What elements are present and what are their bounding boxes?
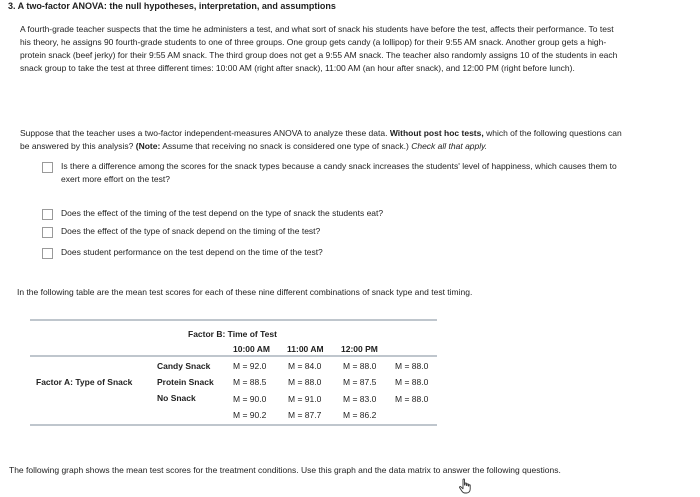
option-timing-depends-on-snack[interactable]	[42, 207, 632, 220]
graph-intro: The following graph shows the mean test scores for the treatment conditions. Use this graph and the data matrix to answer the following questions.	[9, 465, 561, 475]
table-cell: M = 92.0	[233, 361, 267, 371]
factor-b-label: Factor B: Time of Test	[188, 329, 277, 339]
option-label: Does the effect of the timing of the test depend on the type of snack the students eat?	[61, 208, 384, 218]
prompt-text-mid: which of the following questions can be answered by this analysis?	[20, 128, 622, 151]
option-snack-difference[interactable]	[42, 160, 632, 186]
table-cell: M = 88.0	[343, 361, 377, 371]
table-intro: In the following table are the mean test scores for each of these nine different combinations of snack type and test timing.	[17, 287, 473, 297]
checkbox[interactable]	[42, 227, 53, 238]
table-cell: M = 88.0	[395, 361, 429, 371]
table-cell: M = 88.5	[233, 377, 267, 387]
table-cell: M = 88.0	[395, 377, 429, 387]
option-label: Is there a difference among the scores for the snack types because a candy snack increases the students' level of happiness, which causes them to exert more effort on the test?	[61, 161, 617, 184]
question-title: 3. A two-factor ANOVA: the null hypotheses, interpretation, and assumptions	[8, 1, 336, 11]
prompt-check-all: Check all that apply.	[411, 141, 488, 151]
table-cell: M = 83.0	[343, 394, 377, 404]
prompt-text-start: Suppose that the teacher uses a two-factor independent-measures ANOVA to analyze these data.	[20, 128, 390, 138]
hand-pointer-icon	[457, 478, 473, 494]
option-label: Does student performance on the test depend on the time of the test?	[61, 247, 323, 257]
option-label: Does the effect of the type of snack depend on the timing of the test?	[61, 226, 321, 236]
table-cell: M = 91.0	[288, 394, 322, 404]
checkbox[interactable]	[42, 209, 53, 220]
option-snack-depends-on-timing[interactable]	[42, 225, 632, 238]
prompt-note: Assume that receiving no snack is considered one type of snack.)	[160, 141, 412, 151]
column-header: 10:00 AM	[233, 344, 271, 354]
scenario-paragraph: A fourth-grade teacher suspects that the time he administers a test, and what sort of snack his students have before the test, affects their performance. To test his theory, he assigns 90 fourth-grade students to one of three groups. One group gets candy (a lollipop) for their 9:55 AM snack. Another group gets a high-protein snack (beef jerky) for their 9:55 AM snack. The third group does not get a 9:55 AM snack. The teacher also randomly assigns 10 of the students in each snack group to take the test at three different times: 10:00 AM (right after snack), 11:00 AM (an hour after snack), and 12:00 PM (right before lunch).	[20, 24, 618, 73]
prompt-note-bold: (Note:	[135, 141, 161, 151]
checkbox[interactable]	[42, 162, 53, 173]
option-performance-depends-on-time[interactable]	[42, 246, 632, 259]
marginal-mean: M = 90.2	[233, 410, 267, 420]
table-bottom-rule	[30, 424, 437, 426]
row-label: Candy Snack	[157, 361, 211, 371]
column-header: 11:00 AM	[287, 344, 324, 354]
marginal-mean: M = 86.2	[343, 410, 377, 420]
row-label: Protein Snack	[157, 377, 214, 387]
table-cell: M = 90.0	[233, 394, 267, 404]
table-cell: M = 88.0	[395, 394, 429, 404]
marginal-mean: M = 87.7	[288, 410, 322, 420]
table-top-rule	[30, 319, 437, 321]
table-cell: M = 84.0	[288, 361, 322, 371]
column-header: 12:00 PM	[341, 344, 378, 354]
table-cell: M = 87.5	[343, 377, 377, 387]
factor-a-label: Factor A: Type of Snack	[36, 377, 133, 387]
row-label: No Snack	[157, 393, 196, 403]
question-prompt	[20, 127, 625, 153]
checkbox[interactable]	[42, 248, 53, 259]
header-rule	[30, 355, 437, 357]
prompt-bold: Without post hoc tests,	[389, 128, 484, 138]
table-cell: M = 88.0	[288, 377, 322, 387]
